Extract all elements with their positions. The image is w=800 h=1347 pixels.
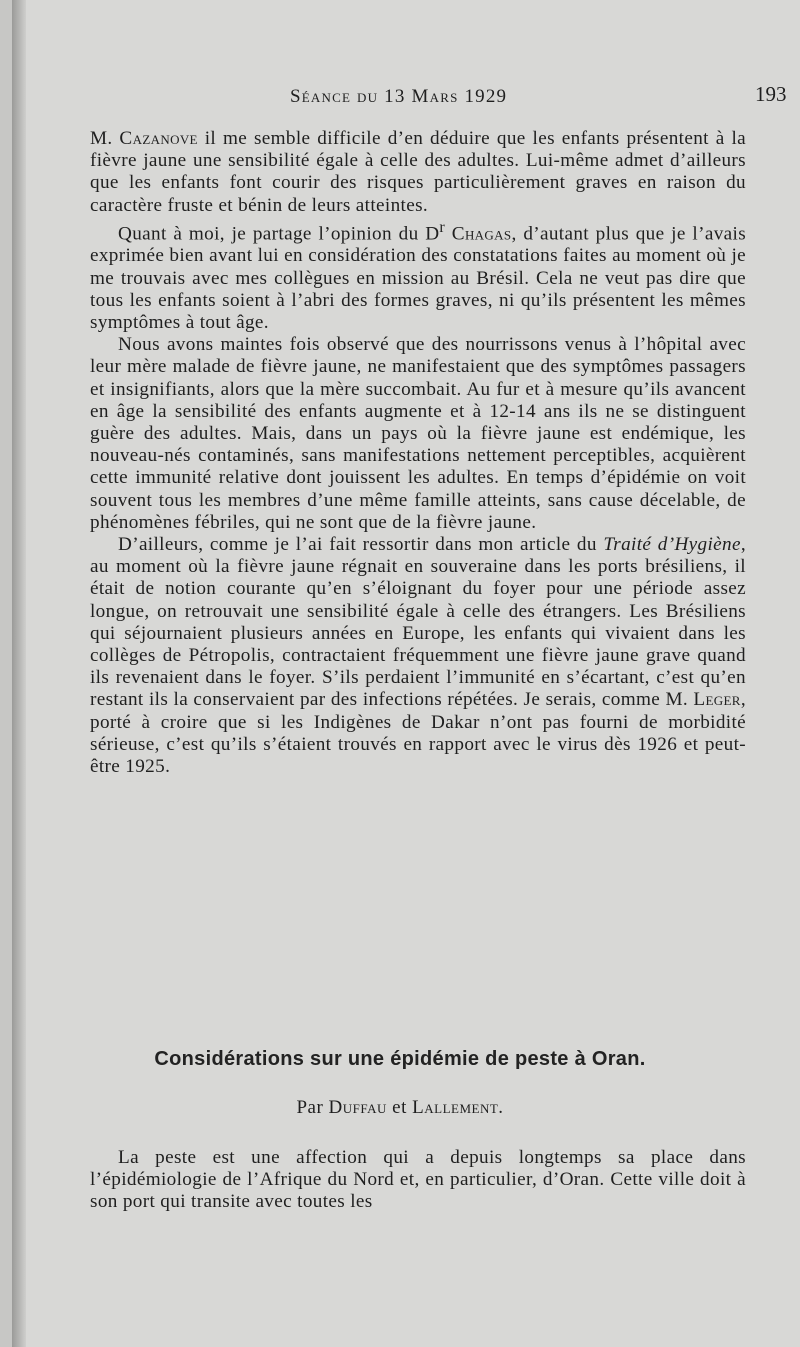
byline-prefix: Par	[296, 1097, 329, 1118]
paragraph-4	[90, 534, 746, 778]
paragraph-2-text-a: Quant à moi, je partage l’opinion du D	[118, 223, 440, 245]
paragraph-2-text-b: , d’autant plus que je l’avais exprimée bien avant lui en considération des constatations faites au moment où je me trouvais avec mes collègues en mission au Brésil. Cela ne veut pas dire que tous les enfants soient à l’abri des formes graves, ni qu’ils présentent les mêmes symptômes à tout âge.	[90, 223, 747, 334]
paragraph-4-text-b: , au moment où la fièvre jaune régnait en souveraine dans les ports brésiliens, il était de notion courante qu’en s’éloignant du foyer pour une période assez longue, on retrouvait une sensibilité égale à celle des étrangers. Les Brésiliens qui séjournaient plusieurs années en Europe, les enfants qui vivaient dans les collèges de Pétropolis, contractaient fréquemment une fièvre jaune grave quand ils revenaient dans le foyer. S’ils perdaient l’immunité en s’écartant, c’est qu’en restant ils la conservaient par des infections répétées. Je serais, comme M.	[90, 534, 746, 711]
paragraph-4-text-c: , porté à croire que si les Indigènes de Dakar n’ont pas fourni de morbidité sérieuse, c’est qu’ils s’étaient trouvés en rapport avec le virus dès 1926 et peut-être 1925.	[90, 689, 746, 778]
cited-name-leger: Leger	[693, 689, 741, 711]
byline-mid: et	[386, 1097, 413, 1118]
paragraph-2	[90, 217, 746, 334]
article-title: Considérations sur une épidémie de peste à Oran.	[154, 1048, 646, 1070]
author-1: Duffau	[328, 1097, 387, 1118]
page-number: 193	[755, 82, 787, 106]
article-paragraph-1: La peste est une affection qui a depuis longtemps sa place dans l’épidémiologie de l’Afrique du Nord et, en particulier, d’Oran. Cette ville doit à son port qui transite avec toutes les	[90, 1147, 746, 1213]
page-binding-edge	[12, 0, 26, 1347]
paragraph-1-text: il me semble difficile d’en déduire que les enfants présentent à la fièvre jaune une sensibilité égale à celle des adultes. Lui-même admet d’ailleurs que les enfants font courir des risques particulièrement graves en raison du caractère fruste et bénin de leurs atteintes.	[90, 128, 746, 216]
paragraph-3: Nous avons maintes fois observé que des nourrissons venus à l’hôpital avec leur mère malade de fièvre jaune, ne manifestaient que des symptômes passagers et insignifiants, alors que la mère succombait. Au fur et à mesure qu’ils avancent en âge la sensibilité des enfants augmente et à 12-14 ans ils ne se distinguent guère des adultes. Mais, dans un pays où la fièvre jaune est endémique, les nouveau-nés contaminés, sans manifestations nettement perceptibles, acquièrent cette immunité relative dont jouissent les adultes. En temps d’épidémie on voit souvent tous les membres d’une même famille atteints, sans cause décelable, de phénomènes fébriles, qui ne sont que de la fièvre jaune.	[90, 334, 746, 533]
article-body	[90, 1147, 746, 1214]
book-title-italic: Traité d’Hygiène	[603, 534, 741, 556]
article-byline	[0, 1097, 800, 1119]
cited-name-chagas: Chagas	[445, 223, 512, 245]
paragraph-1	[90, 128, 746, 217]
page-header	[0, 82, 800, 112]
discussion-text	[90, 128, 746, 778]
byline-suffix: .	[498, 1097, 504, 1118]
paragraph-4-text-a: D’ailleurs, comme je l’ai fait ressortir dans mon article du	[118, 534, 604, 556]
speaker-name: M. Cazanove	[90, 128, 198, 149]
author-2: Lallement	[412, 1097, 499, 1118]
doctor-superscript: r	[439, 218, 446, 236]
running-head: Séance du 13 Mars 1929	[290, 86, 508, 107]
